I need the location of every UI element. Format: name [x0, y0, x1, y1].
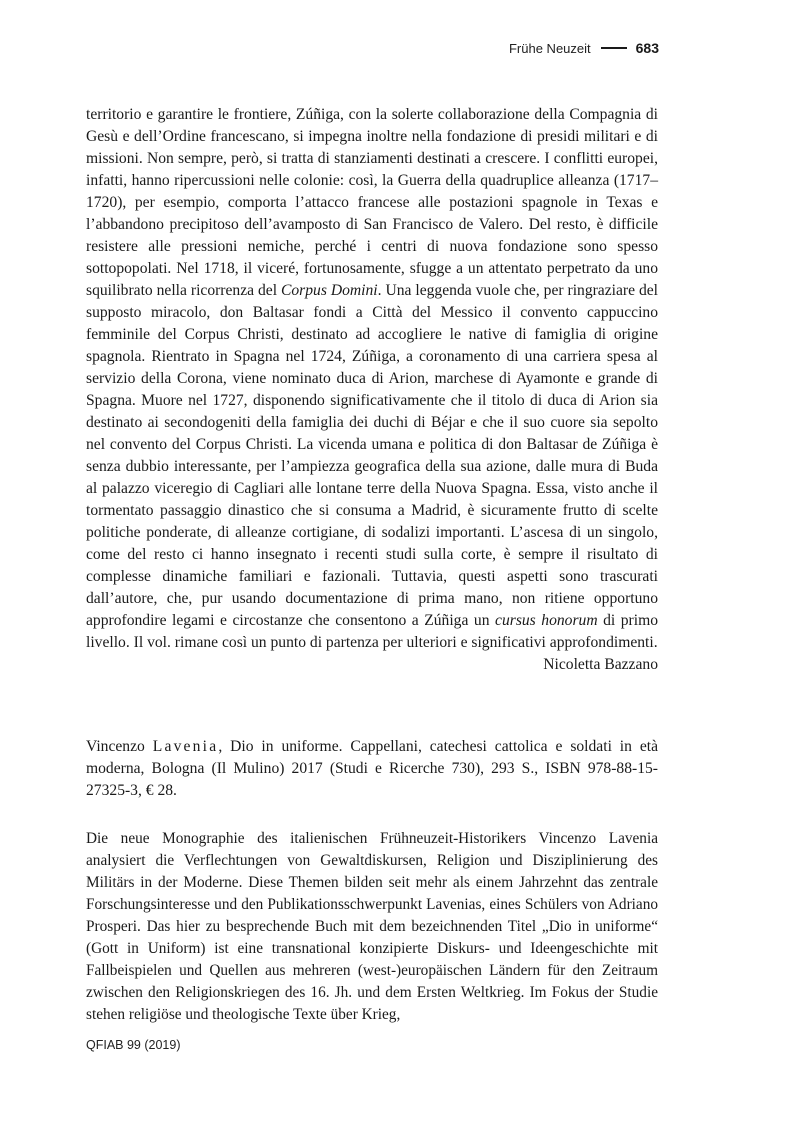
text-run: di primo livello. Il vol. rimane così un punto di partenza per ulteriori e significativi approfondimenti. — [86, 612, 659, 651]
text-run: territorio e garantire le frontiere, Zúñiga, con la solerte collaborazione della Compagnia di Gesù e dell’Ordine francescano, si impegna inoltre nella fondazione di presidi militari e di missioni. Non sempre, però, si tratta di stanziamenti destinati a crescere. I conflitti europei, infatti, hanno ripercussioni nelle colonie: così, la Guerra della quadruplice alleanza (1717–1720), per esempio, comporta l’attacco francese alle postazioni spagnole in Texas e l’abbandono precipitoso dell’avamposto di San Francisco de Valero. Del resto, è difficile resistere alle pressioni nemiche, perché i centri di nuova fondazione sono spesso sottopopolati. Nel 1718, il viceré, fortunosamente, sfugge a un attentato perpetrato da uno squilibrato nella ricorrenza del — [86, 106, 658, 299]
reviewer-signature: Nicoletta Bazzano — [543, 656, 658, 673]
text-run: . Una leggenda vuole che, per ringraziare del supposto miracolo, don Baltasar fondi a Città del Messico il convento cappuccino femminile del Corpus Christi, destinato ad accogliere le native di famiglia di origine spagnola. Rientrato in Spagna nel 1724, Zúñiga, a coronamento di una carriera spesa al servizio della Corona, viene nominato duca di Arion, marchese di Ayamonte e grande di Spagna. Muore nel 1727, disponendo significativamente che il titolo di duca di Arion sia destinato ai secondogeniti della famiglia dei duchi di Béjar e che il suo cuore sia sepolto nel convento del Corpus Christi. La vicenda umana e politica di don Baltasar de Zúñiga è senza dubbio interessante, per l’ampiezza geografica della sua azione, dalle mura di Buda al palazzo viceregio di Cagliari alle lontane terre della Nuova Spagna. Essa, visto anche il tormentato passaggio dinastico che si consuma a Madrid, è sicuramente frutto di scelte politiche ponderate, di alleanze cortigiane, di sodalizi importanti. L’ascesa di un singolo, come del resto ci hanno insegnato i recenti studi sulla corte, è sempre il risultato di complesse dinamiche familiari e fazionali. Tuttavia, questi aspetti sono trascurati dall’autore, che, pur usando documentazione di prima mano, non ritiene opportuno approfondire legami e circostanze che consentono a Zúñiga un — [86, 282, 659, 629]
italic-term: Corpus Domini — [280, 282, 378, 299]
page-number: 683 — [635, 40, 659, 56]
author-first-name: Vincenzo — [86, 738, 153, 755]
review-new — [86, 828, 658, 1026]
author-surname: Lavenia — [152, 738, 219, 755]
running-header — [509, 40, 659, 56]
header-rule — [601, 47, 627, 49]
bibliographic-entry — [86, 736, 658, 802]
review-paragraph: Die neue Monographie des italienischen Frühneuzeit-Historikers Vincenzo Lavenia analysiert die Verflechtungen von Gewaltdiskursen, Religion und Disziplinierung des Militärs in der Moderne. Diese Themen bilden seit mehr als einem Jahrzehnt das zentrale Forschungsinteresse und den Publikationsschwerpunkt Lavenias, eines Schülers von Adriano Prosperi. Das hier zu besprechende Buch mit dem bezeichnenden Titel „Dio in uniforme“ (Gott in Uniform) ist eine transnational konzipierte Diskurs- und Ideengeschichte mit Fallbeispielen und Quellen aus mehreren (west-)europäischen Ländern für den Zeitraum zwischen den Religionskriegen des 16. Jh. und dem Ersten Weltkrieg. Im Fokus der Studie stehen religiöse und theologische Texte über Krieg, — [86, 830, 658, 1023]
review-paragraph — [86, 104, 658, 654]
running-head-section: Frühe Neuzeit — [508, 40, 591, 56]
citation — [86, 736, 658, 802]
journal-footer: QFIAB 99 (2019) — [86, 1038, 181, 1052]
review-continuation — [86, 104, 658, 676]
citation-details: , Dio in uniforme. Cappellani, catechesi cattolica e soldati in età moderna, Bologna (Il Mulino) 2017 (Studi e Ricerche 730), 293 S., ISBN 978-88-15-27325-3, € 28. — [86, 738, 658, 799]
italic-term: cursus honorum — [495, 612, 598, 629]
